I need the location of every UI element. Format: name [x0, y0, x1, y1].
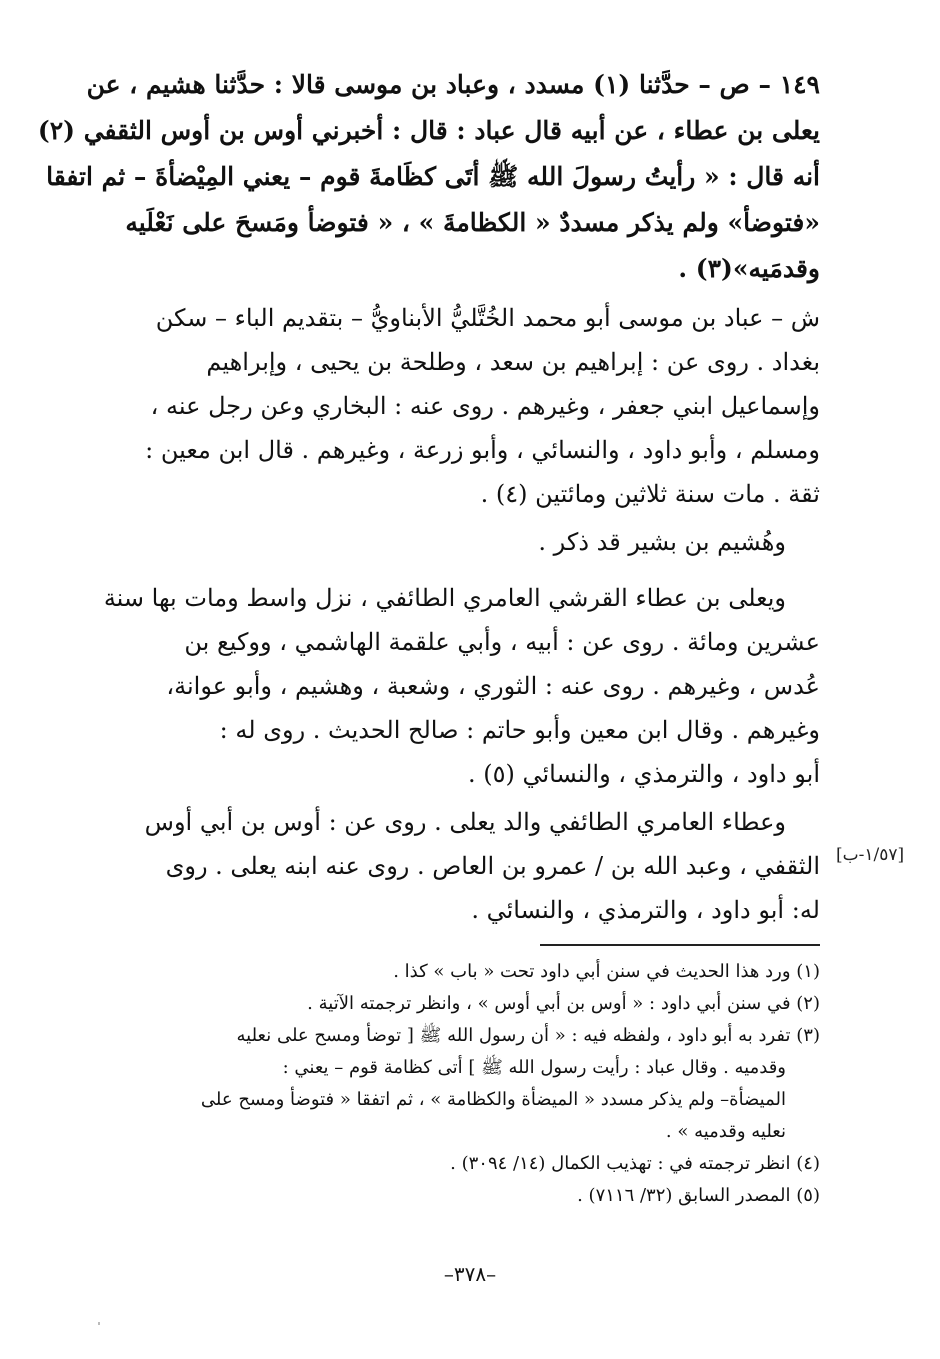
- commentary-paragraph: [118, 800, 820, 932]
- footnote-continuation: وقدميه . وقال عباد : رأيت رسول الله ﷺ ] أتى كظامة قوم – يعني :: [282, 1057, 786, 1078]
- footnote: (٤) انظر ترجمته في : تهذيب الكمال (١٤/ ٣٠٩٤) .: [450, 1153, 820, 1174]
- commentary-line: وإسماعيل ابني جعفر ، وغيرهم . روى عنه : البخاري وعن رجل عنه ،: [150, 392, 820, 420]
- commentary-line: عشرين ومائة . روى عن : أبيه ، وأبي علقمة الهاشمي ، ووكيع بن: [184, 628, 820, 656]
- hadith-line: يعلى بن عطاء ، عن أبيه قال عباد : قال : أخبرني أوس بن أوس الثقفي (٢): [37, 116, 820, 145]
- commentary-line: وعطاء العامري الطائفي والد يعلى . روى عن : أوس بن أبي أوس: [144, 808, 786, 836]
- commentary-line: ش – عباد بن موسى أبو محمد الخُتَّليُّ الأبناويُّ – بتقديم الباء – سكن: [155, 304, 820, 332]
- hadith-line: وقدمَيه»(٣) .: [678, 254, 820, 283]
- commentary-line: وغيرهم . وقال ابن معين وأبو حاتم : صالح الحديث . روى له :: [219, 716, 820, 744]
- commentary-line: الثقفي ، وعبد الله بن / عمرو بن العاص . روى عنه ابنه يعلى . روى: [165, 852, 820, 880]
- commentary-line: ويعلى بن عطاء القرشي العامري الطائفي ، نزل واسط ومات بها سنة: [103, 584, 786, 612]
- hadith-line: ١٤٩ – ص – حدَّثنا (١) مسدد ، وعباد بن موسى قالا : حدَّثنا هشيم ، عن: [86, 70, 820, 99]
- commentary-paragraph: [118, 296, 820, 516]
- hadith-line: «فتوضأ» ولم يذكر مسددٌ « الكظامةَ » ، « فتوضأ ومَسحَ على نَعْلَيه: [125, 208, 820, 237]
- footnote: (٢) في سنن أبي داود : « أوس بن أبي أوس » ، وانظر ترجمته الآتية .: [307, 993, 820, 1014]
- footnotes: [118, 956, 820, 1212]
- footnote: (١) ورد هذا الحديث في سنن أبي داود تحت « باب » كذا .: [393, 961, 820, 982]
- commentary-line: له: أبو داود ، والترمذي ، والنسائي .: [471, 896, 820, 924]
- commentary-line: ثقة . مات سنة ثلاثين ومائتين (٤) .: [480, 480, 820, 508]
- hadith-text: [37, 62, 820, 292]
- manuscript-folio-reference: [١/٥٧-ب]: [836, 845, 905, 865]
- footnote: (٣) تفرد به أبو داود ، ولفظه فيه : « أن رسول الله ﷺ [ توضأ ومسح على نعليه: [236, 1025, 820, 1046]
- hadith-line: أنه قال : « رأيتُ رسولَ الله ﷺ أتَى كظَامةَ قوم – يعني المِيْضأةَ – ثم اتفقا: [46, 162, 820, 191]
- commentary-line: ومسلم ، وأبو داود ، والنسائي ، وأبو زرعة ، وغيرهم . قال ابن معين :: [145, 436, 820, 464]
- commentary-paragraph: [118, 520, 820, 564]
- commentary-line: وهُشيم بن بشير قد ذكر .: [538, 528, 786, 556]
- footnote: (٥) المصدر السابق (٣٢/ ٧١١٦) .: [577, 1185, 820, 1206]
- page-number: –٣٧٨–: [443, 1262, 497, 1286]
- footnote-continuation: نعليه وقدميه » .: [665, 1121, 786, 1142]
- commentary-line: أبو داود ، والترمذي ، والنسائي (٥) .: [467, 760, 820, 788]
- commentary-paragraph: [103, 576, 820, 796]
- footnote-separator: [540, 944, 820, 946]
- scan-speck: [98, 1322, 100, 1325]
- commentary-line: عُدس ، وغيرهم . روى عنه : الثوري ، وشعبة ، وهشيم ، وأبو عوانة،: [166, 672, 820, 700]
- footnote-continuation: الميضأة– ولم يذكر مسدد « الميضأة والكظامة » ، ثم اتفقا « فتوضأ ومسح على: [200, 1089, 786, 1110]
- commentary-line: بغداد . روى عن : إبراهيم بن سعد ، وطلحة بن يحيى ، وإبراهيم: [206, 348, 820, 376]
